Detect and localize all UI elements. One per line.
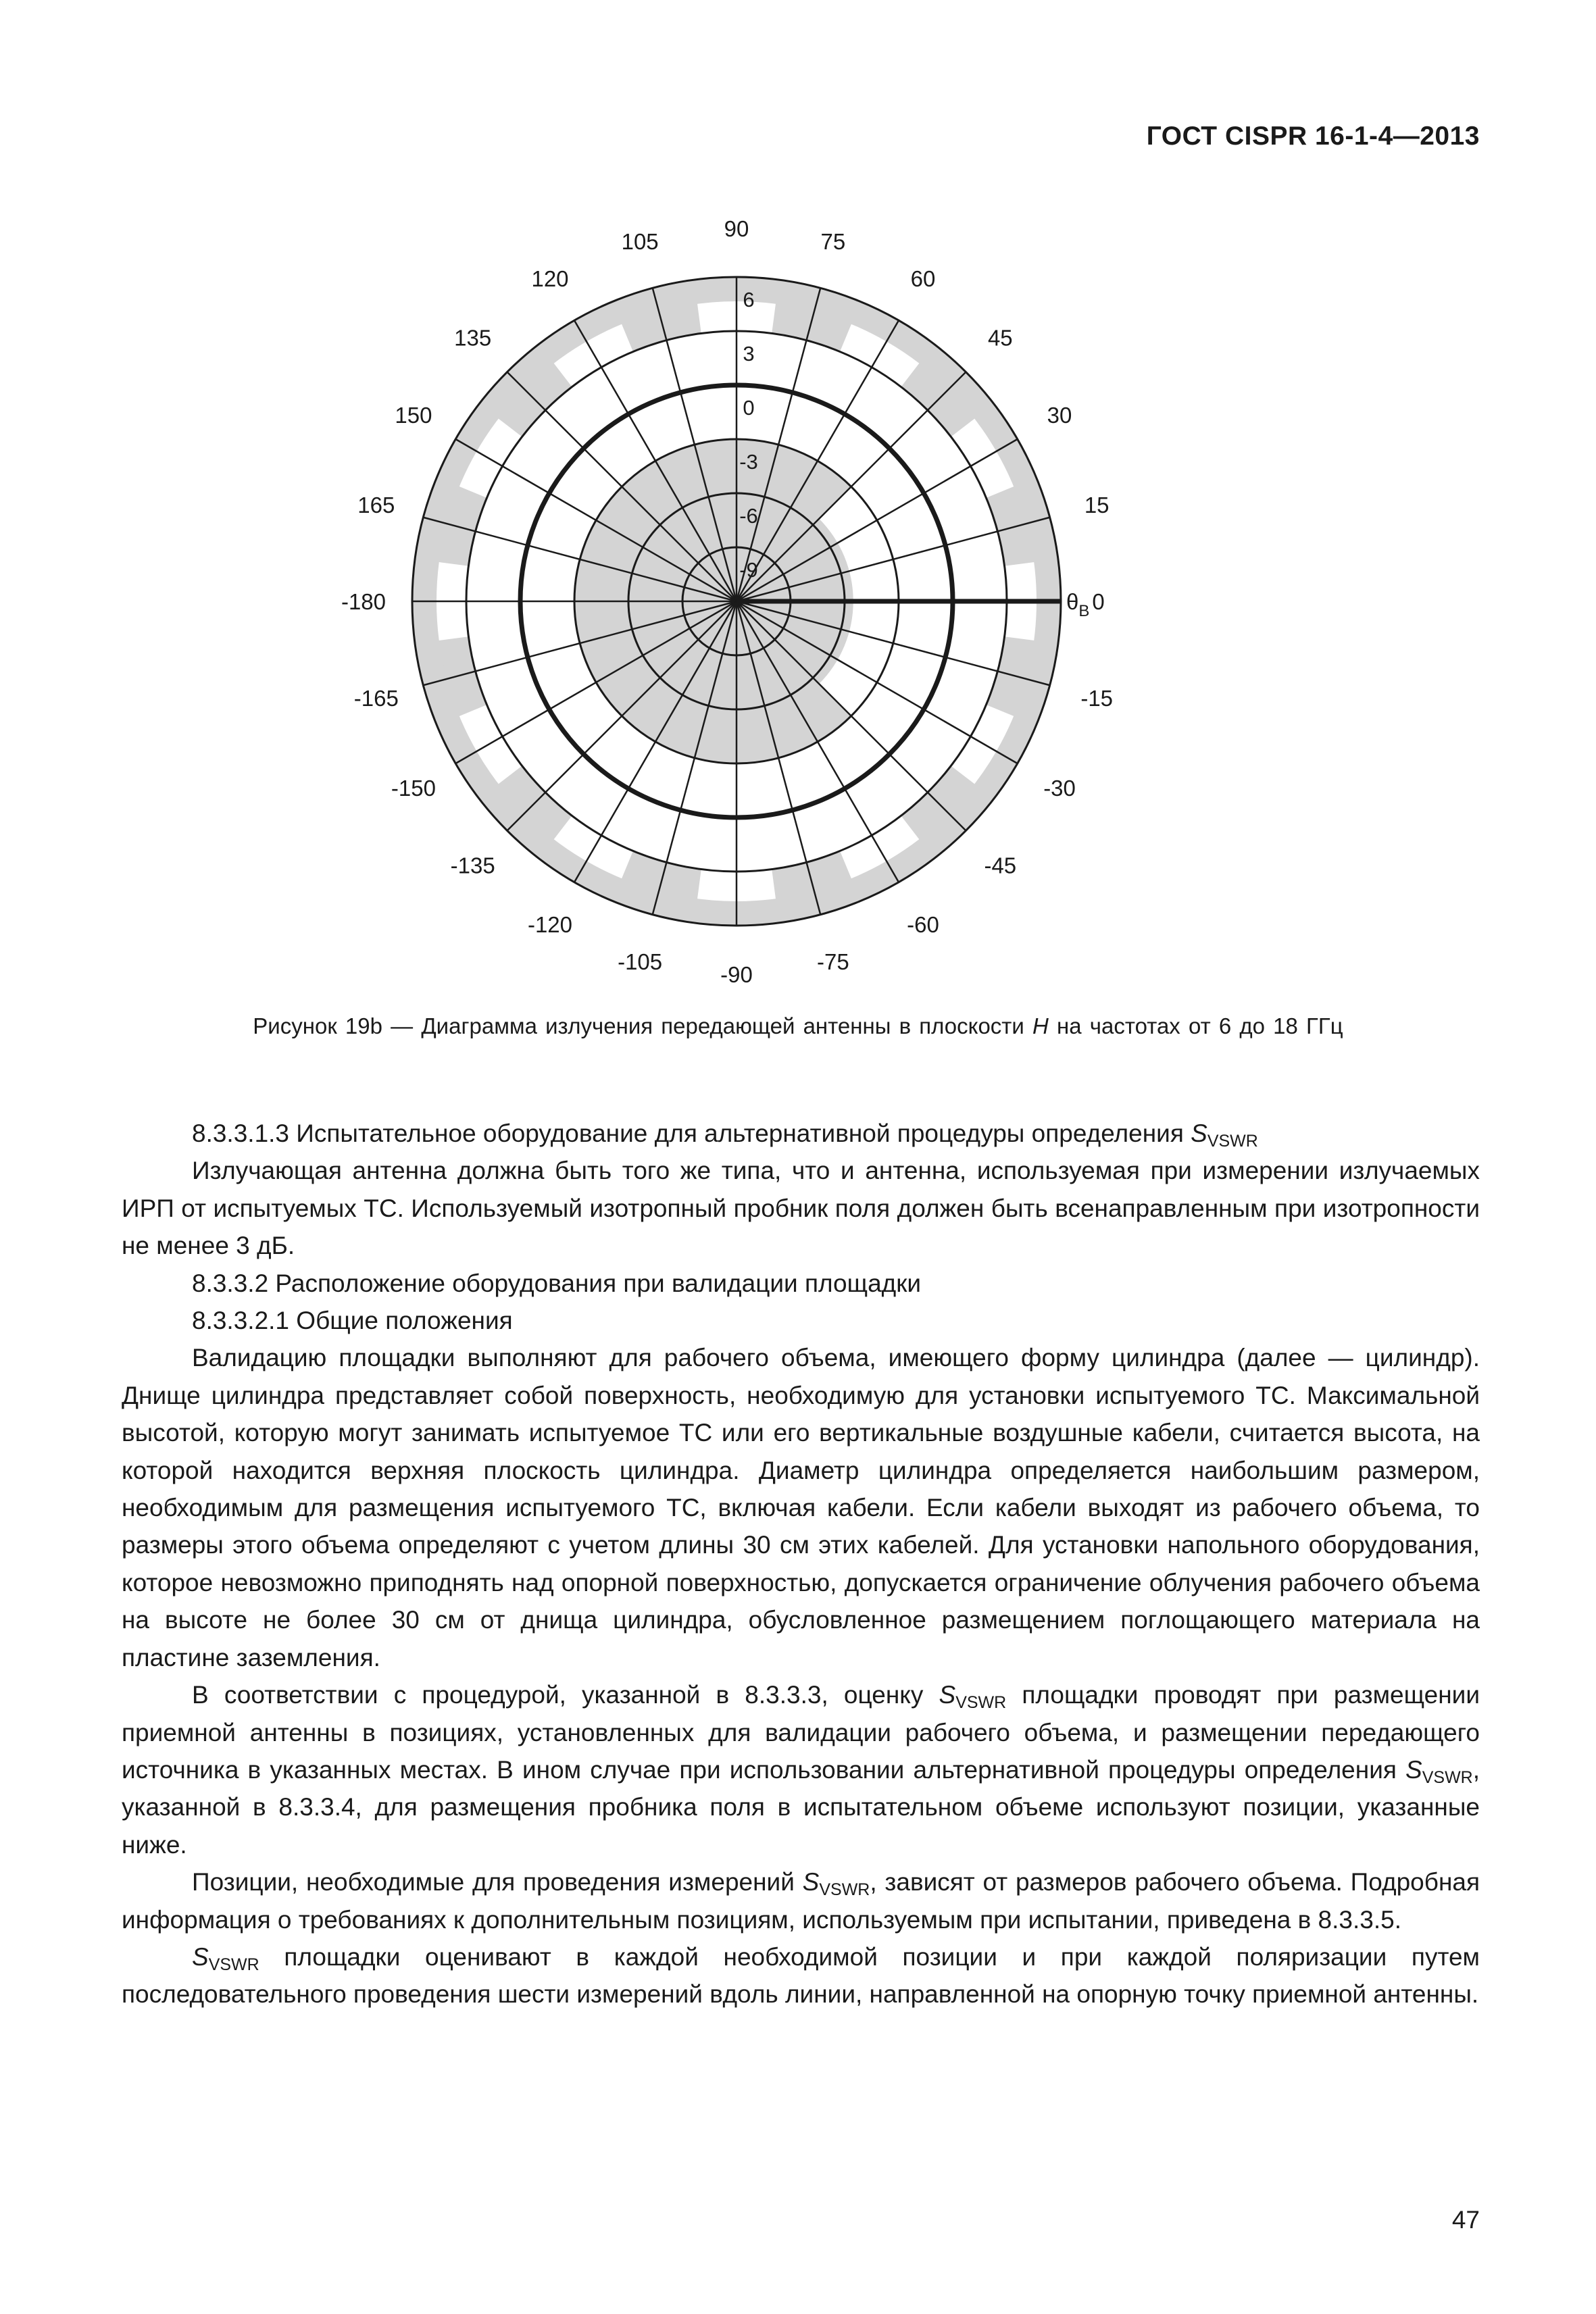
angle-label: 15 — [1084, 493, 1109, 518]
s-symbol: S — [192, 1942, 209, 1971]
angle-label: -75 — [817, 949, 849, 975]
p6c-text: , указанной в 8.3.3.4, для размещения пробника поля в испытательном объеме используют позиции, указанные ниже. — [122, 1755, 1480, 1859]
figure-caption — [95, 1013, 1501, 1039]
angle-label: -120 — [527, 912, 573, 938]
p1-text: 8.3.3.1.3 Испытательное оборудование для альтернативной процедуры определения — [192, 1120, 1191, 1147]
vswr-subscript: VSWR — [1422, 1767, 1473, 1787]
p8b-text: площадки оценивают в каждой необходимой позиции и при каждой поляризации путем последовательного проведения шести измерений вдоль линии, направленной на опорную точку приемной антенны. — [122, 1942, 1480, 2009]
caption-italic: H — [1032, 1013, 1049, 1038]
s-symbol: S — [802, 1868, 820, 1896]
caption-prefix: Рисунок 19b — Диаграмма излучения передающей антенны в плоскости — [253, 1013, 1033, 1038]
s-symbol: S — [939, 1681, 956, 1709]
angle-label: 135 — [454, 325, 492, 351]
angle-label: 45 — [987, 325, 1013, 351]
vswr-subscript: VSWR — [819, 1880, 870, 1900]
p7a-text: Позиции, необходимые для проведения измерений — [192, 1868, 803, 1896]
angle-label: 75 — [820, 228, 846, 254]
angle-label: 30 — [1047, 403, 1072, 428]
caption-suffix: на частотах от 6 до 18 ГГц — [1048, 1013, 1343, 1038]
paragraph-8-3-3-2: 8.3.3.2 Расположение оборудования при валидации площадки — [192, 1269, 922, 1297]
angle-label: 165 — [357, 493, 395, 518]
db-label: 3 — [743, 342, 755, 366]
standard-header: ГОСТ CISPR 16-1-4—2013 — [1146, 122, 1480, 151]
page-number: 47 — [1451, 2206, 1480, 2234]
angle-label: -60 — [907, 912, 939, 938]
angle-label: -105 — [618, 949, 663, 975]
angle-label: 105 — [621, 228, 659, 254]
paragraph-procedure — [122, 1676, 1480, 1863]
angle-label: -135 — [450, 853, 495, 878]
radiation-pattern-polar-diagram — [297, 182, 1284, 1007]
db-label: 6 — [743, 288, 755, 311]
body-text — [122, 1115, 1480, 2013]
angle-label: -90 — [720, 962, 753, 987]
paragraph-validation: Валидацию площадки выполняют для рабочего объема, имеющего форму цилиндра (далее — цилиндр). Днище цилиндра представляет собой поверхность, необходимую для установки испытуемого ТС. Максимальной высотой, которую могут занимать испытуемое ТС или его вертикальные воздушные кабели, считается высота, на которой находится верхняя плоскость цилиндра. Диаметр цилиндра определяется наибольшим размером, необходимым для размещения испытуемого ТС, включая кабели. Если кабели выходят из рабочего объема, то размеры этого объема определяют с учетом длины 30 см этих кабелей. Для установки напольного оборудования, которое невозможно приподнять над опорной поверхностью, допускается ограничение облучения рабочего объема на высоте не более 30 см от днища цилиндра, обусловленное размещением поглощающего материала на пластине заземления. — [122, 1344, 1480, 1671]
paragraph-positions — [122, 1863, 1480, 1938]
db-label: -9 — [739, 558, 758, 582]
angle-label: -30 — [1043, 776, 1076, 801]
angle-label: -15 — [1080, 685, 1114, 711]
vswr-subscript: VSWR — [208, 1955, 259, 1974]
p6a-text: В соответствии с процедурой, указанной в 8.3.3.3, оценку — [192, 1681, 939, 1709]
angle-label: 120 — [531, 266, 569, 291]
theta-b-zero-label: $\theta_B$ 0 — [1066, 589, 1105, 620]
db-label: -6 — [739, 504, 758, 528]
paragraph-evaluation — [122, 1938, 1480, 2013]
angle-label: -165 — [353, 685, 399, 711]
angle-label: -45 — [984, 853, 1017, 878]
p6b-text: площадки проводят при размещении приемной антенны в позициях, установленных для валидации рабочего объема, и размещении передающего источника в указанных местах. В ином случае при использовании альтернативной процедуры определения — [122, 1681, 1480, 1784]
s-symbol: S — [1405, 1755, 1422, 1784]
db-label: 0 — [743, 396, 755, 420]
paragraph-8-3-3-2-1: 8.3.3.2.1 Общие положения — [192, 1307, 513, 1335]
angle-label: -180 — [341, 589, 386, 614]
db-label: -3 — [739, 450, 758, 474]
angle-label: 150 — [395, 403, 432, 428]
angle-label: -150 — [391, 776, 436, 801]
vswr-subscript: VSWR — [955, 1693, 1007, 1713]
s-symbol: S — [1191, 1120, 1207, 1147]
angle-label: 60 — [910, 266, 936, 291]
vswr-subscript: VSWR — [1207, 1132, 1258, 1151]
paragraph-8-3-3-1-3 — [122, 1115, 1480, 1152]
angle-label: 90 — [724, 216, 749, 241]
p7b-text: , зависят от размеров рабочего объема. Подробная информация о требованиях к дополнительным позициям, используемым при испытании, приведена в 8.3.3.5. — [122, 1868, 1480, 1934]
paragraph-antenna: Излучающая антенна должна быть того же типа, что и антенна, используемая при измерении излучаемых ИРП от испытуемых ТС. Используемый изотропный пробник поля должен быть всенаправленным при изотропности не менее 3 дБ. — [122, 1157, 1480, 1260]
